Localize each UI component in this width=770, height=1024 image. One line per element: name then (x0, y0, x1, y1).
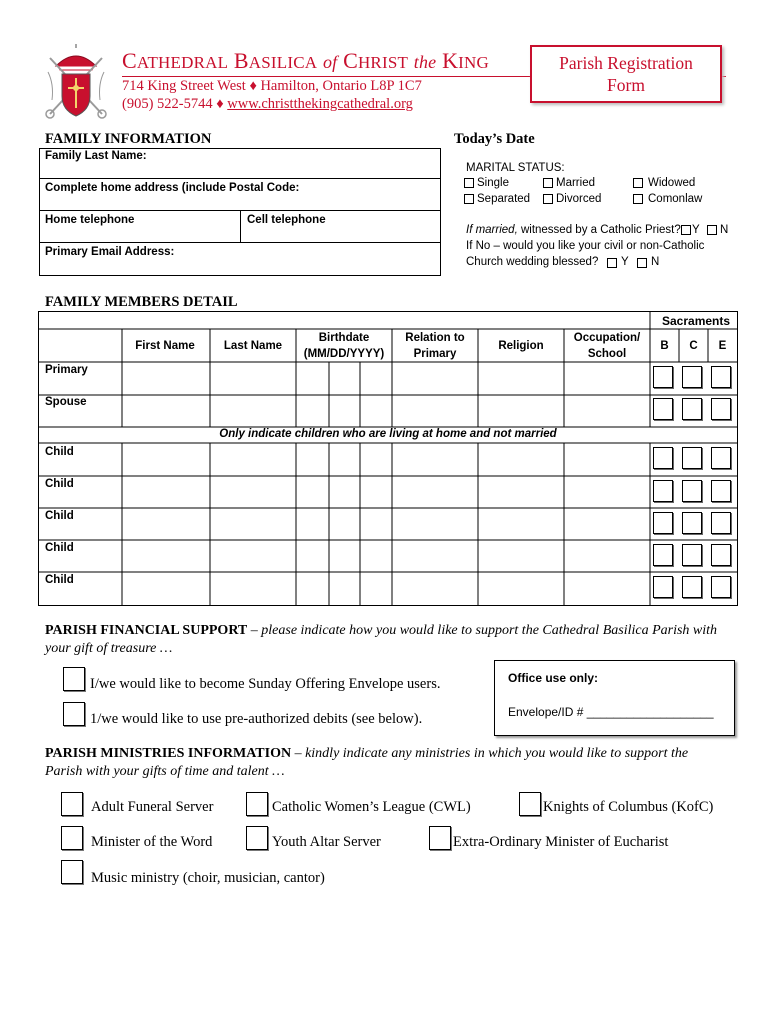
music-ministry-checkbox[interactable] (61, 860, 83, 884)
preauthorized-debits-checkbox[interactable] (63, 702, 85, 726)
cwl-label: Catholic Women’s League (CWL) (272, 799, 471, 815)
envelope-users-label: I/we would like to become Sunday Offering Envelope users. (90, 676, 441, 692)
single-checkbox[interactable] (464, 178, 474, 188)
sacrament-c-checkbox[interactable] (682, 544, 702, 566)
marital-status-label: MARITAL STATUS: (466, 162, 565, 174)
sacrament-e-checkbox[interactable] (711, 576, 731, 598)
witnessed-yes-label: Y (692, 224, 700, 236)
divorced-checkbox[interactable] (543, 194, 553, 204)
divorced-label: Divorced (556, 193, 602, 205)
col-occupation: Occupation/ School (573, 332, 641, 360)
sacraments-header: Sacraments (662, 314, 731, 328)
col-last-name: Last Name (223, 340, 283, 352)
youth-altar-server-label: Youth Altar Server (272, 834, 381, 850)
cathedral-website-link[interactable]: www.christthekingcathedral.org (227, 96, 413, 112)
todays-date-label: Today’s Date (454, 131, 535, 147)
col-first-name: First Name (135, 340, 195, 352)
comonlaw-label: Comonlaw (648, 193, 703, 205)
sacrament-e-checkbox[interactable] (711, 398, 731, 420)
family-information-heading: FAMILY INFORMATION (45, 131, 212, 147)
home-telephone-field[interactable]: Home telephone (45, 214, 135, 226)
comonlaw-checkbox[interactable] (633, 194, 643, 204)
youth-altar-server-checkbox[interactable] (246, 826, 268, 850)
cathedral-title: CATHEDRAL BASILICA of CHRIST the KING (122, 48, 489, 73)
form-title-line2: Form (607, 75, 645, 95)
table-border (240, 210, 241, 242)
row-label-child: Child (45, 510, 74, 522)
primary-email-field[interactable]: Primary Email Address: (45, 246, 175, 258)
row-label-primary: Primary (45, 364, 88, 376)
col-communion: C (689, 340, 698, 352)
eucharist-minister-label: Extra-Ordinary Minister of Eucharist (453, 834, 669, 850)
sacrament-b-checkbox[interactable] (653, 480, 673, 502)
separated-checkbox[interactable] (464, 194, 474, 204)
col-religion: Religion (498, 340, 544, 352)
widowed-checkbox[interactable] (633, 178, 643, 188)
family-members-heading: FAMILY MEMBERS DETAIL (45, 294, 238, 310)
witnessed-no-label: N (720, 224, 729, 236)
financial-support-heading: PARISH FINANCIAL SUPPORT (45, 623, 248, 638)
sacrament-c-checkbox[interactable] (682, 480, 702, 502)
witnessed-no-checkbox[interactable] (707, 225, 717, 235)
office-use-box (494, 660, 735, 736)
cwl-checkbox[interactable] (246, 792, 268, 816)
eucharist-minister-checkbox[interactable] (429, 826, 451, 850)
sacrament-b-checkbox[interactable] (653, 544, 673, 566)
married-checkbox[interactable] (543, 178, 553, 188)
sacrament-b-checkbox[interactable] (653, 447, 673, 469)
home-address-field[interactable]: Complete home address (include Postal Code: (45, 182, 300, 194)
minister-of-word-checkbox[interactable] (61, 826, 83, 850)
row-label-spouse: Spouse (45, 396, 87, 408)
widowed-label: Widowed (648, 177, 696, 189)
witnessed-by-priest-question: If married, witnessed by a Catholic Priest? (466, 224, 681, 236)
ministries-heading: PARISH MINISTRIES INFORMATION (45, 746, 292, 761)
row-label-child: Child (45, 446, 74, 458)
wedding-blessed-question-line1: If No – would you like your civil or non-Catholic (466, 240, 705, 252)
witnessed-yes-checkbox[interactable] (681, 225, 691, 235)
office-use-label: Office use only: (508, 671, 599, 685)
financial-support-intro: PARISH FINANCIAL SUPPORT – please indicate how you would like to support the Cathedral Basilica Parish with (45, 623, 718, 638)
table-border (39, 148, 40, 275)
sacrament-e-checkbox[interactable] (711, 366, 731, 388)
wedding-blessed-question-line2: Church wedding blessed? (466, 256, 599, 268)
blessed-no-label: N (651, 256, 660, 268)
sacrament-c-checkbox[interactable] (682, 447, 702, 469)
table-border (440, 148, 441, 275)
children-note: Only indicate children who are living at home and not married (219, 428, 557, 440)
col-birthdate: Birthdate (MM/DD/YYYY) (303, 332, 385, 360)
sacrament-b-checkbox[interactable] (653, 366, 673, 388)
sacrament-e-checkbox[interactable] (711, 544, 731, 566)
table-border (39, 148, 441, 149)
envelope-users-checkbox[interactable] (63, 667, 85, 691)
sacrament-c-checkbox[interactable] (682, 576, 702, 598)
single-label: Single (477, 177, 509, 189)
row-label-child: Child (45, 542, 74, 554)
col-baptism: B (660, 340, 669, 352)
col-relation: Relation to Primary (405, 332, 465, 360)
sacrament-c-checkbox[interactable] (682, 398, 702, 420)
cathedral-contact (122, 96, 413, 113)
cathedral-crest-logo (44, 44, 108, 120)
knights-of-columbus-checkbox[interactable] (519, 792, 541, 816)
cell-telephone-field[interactable]: Cell telephone (247, 214, 326, 226)
music-ministry-label: Music ministry (choir, musician, cantor) (91, 870, 325, 886)
blessed-no-checkbox[interactable] (637, 258, 647, 268)
adult-funeral-server-checkbox[interactable] (61, 792, 83, 816)
table-border (39, 242, 441, 243)
sacrament-c-checkbox[interactable] (682, 512, 702, 534)
sacrament-e-checkbox[interactable] (711, 512, 731, 534)
row-label-child: Child (45, 478, 74, 490)
col-eucharist: E (718, 340, 727, 352)
married-label: Married (556, 177, 595, 189)
sacrament-b-checkbox[interactable] (653, 512, 673, 534)
minister-of-word-label: Minister of the Word (91, 834, 213, 850)
preauthorized-debits-label: 1/we would like to use pre-authorized debits (see below). (90, 711, 423, 727)
sacrament-e-checkbox[interactable] (711, 447, 731, 469)
sacrament-b-checkbox[interactable] (653, 398, 673, 420)
blessed-yes-checkbox[interactable] (607, 258, 617, 268)
ministries-intro-line2: Parish with your gifts of time and talent … (45, 764, 285, 779)
sacrament-c-checkbox[interactable] (682, 366, 702, 388)
financial-support-intro-line2: your gift of treasure … (45, 641, 173, 656)
blessed-yes-label: Y (621, 256, 629, 268)
knights-of-columbus-label: Knights of Columbus (KofC) (543, 799, 714, 815)
cathedral-phone: (905) 522-5744 ♦ (122, 96, 224, 112)
table-border (39, 275, 441, 276)
cathedral-address: 714 King Street West ♦ Hamilton, Ontario L8P 1C7 (122, 78, 422, 94)
envelope-id-field[interactable]: Envelope/ID # ___________________ (508, 705, 714, 719)
sacrament-b-checkbox[interactable] (653, 576, 673, 598)
sacrament-e-checkbox[interactable] (711, 480, 731, 502)
form-title-line1: Parish Registration (559, 53, 693, 73)
table-border (39, 178, 441, 179)
row-label-child: Child (45, 574, 74, 586)
adult-funeral-server-label: Adult Funeral Server (91, 799, 214, 815)
ministries-intro: PARISH MINISTRIES INFORMATION – kindly indicate any ministries in which you would like to support the (45, 746, 689, 761)
form-title-box (530, 45, 722, 103)
family-last-name-field[interactable]: Family Last Name: (45, 150, 147, 162)
separated-label: Separated (477, 193, 531, 205)
